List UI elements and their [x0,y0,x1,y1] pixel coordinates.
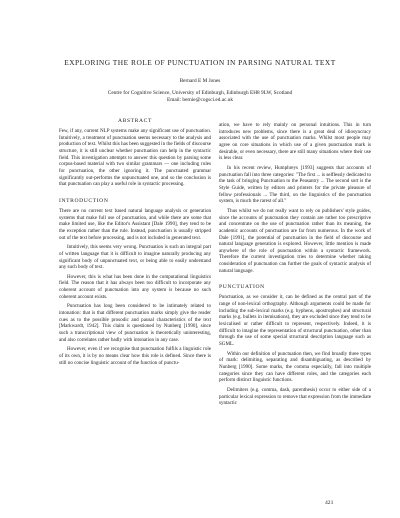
body-paragraph: Thus whilst we do not really want to rely on publishers' style guides, since the accounts of punctuation they contain are rather too prescriptive and concentrate on the use of punctuation rather than its meaning, the academic accounts of punctuation are far from numerous. In the work of Dale [1991], the potential of punctuation in the field of discourse and natural language generation is explored. However, little mention is made anywhere of the role of punctuation within a syntactic framework. Therefore the current investigation tries to determine whether taking consideration of punctuation can further the goals of syntactic analysis of natural language. [219,207,371,274]
page-number: 421 [325,500,334,506]
abstract-text: Few, if any, current NLP systems make any significant use of punctuation. Intuitively, a treatment of punctuation seems necessary to the analysis and production of text. Whilst this has been suggested in the fields of discourse structure, it is still unclear whether punctuation can help in the syntactic field. This investigation attempts to answer this question by parsing some corpus-based material with two similar grammars — one including rules for punctuation, the other ignoring it. The punctuated grammar significantly out-performs the unpunctuated one, and so the conclusion is that punctuation can play a useful role in syntactic processing. [59,128,211,188]
right-column [219,122,371,410]
left-column [59,118,211,369]
paper-title: EXPLORING THE ROLE OF PUNCTUATION IN PARSING NATURAL TEXT [64,58,336,67]
affiliation-line: Centre for Cognitive Science, University of Edinburgh, Edinburgh EH8 9LW, Scotland [107,90,293,96]
email-line: Email: bernie@cogsci.ed.ac.uk [166,97,234,103]
body-paragraph: Within our definition of punctuation then, we find broadly three types of mark: delimiting, separating and disambiguating, as described by Nunberg [1990]. Some marks, the comma especially, fall into multiple categories since they can have different roles, and the categories each perform distinct linguistic functions. [219,350,371,384]
body-paragraph: Punctuation, as we consider it, can be defined as the central part of the range of non-lexical orthography. Although arguments could be made for including the sub-lexical marks (e.g. hyphens, apostrophes) and structural marks (e.g. bullets in itemisations), they are excluded since they tend to be lexicalised or rather difficult to represent, respectively. Indeed, it is difficult to imagine the representation of structural punctuation, other than through the use of some special structural description language such as SGML. [219,294,371,348]
body-paragraph: In his recent review, Humphreys [1993] suggests that accounts of punctuation fall into three categories: "The first ... is selflessly dedicated to the task of bringing Punctuation to the Peasantry ... The second sort is the Style Guide, written by editors and printers for the private pleasure of fellow professionals ... The third, on the linguistics of the punctuation system, is much the rarest of all." [219,164,371,205]
body-paragraph: Delimiters (e.g. comma, dash, parenthesis) occur to either side of a particular lexical expression to remove that expression from the immediate syntactic [219,386,371,407]
intro-paragraph: There are no current text based natural language analysis or generation systems that make full use of punctuation, and while there are some that make limited use, like the Editor's Assistant [Dale 1990], they tend to be the exception rather than the rule. Instead, punctuation is usually stripped out of the text before processing, and is not included in generated text. [59,207,211,241]
intro-paragraph: However, even if we recognise that punctuation fulfils a linguistic role of its own, it is by no means clear how this role is defined. Since there is still no concise linguistic account of the function of punctu- [59,346,211,366]
intro-paragraph: However, this is what has been done in the computational linguistics field. The reason that it has always been too difficult to incorporate any coherent account of punctuation into any system is because no such coherent account exists. [59,273,211,300]
punctuation-heading: PUNCTUATION [219,284,265,291]
intro-paragraph: Intuitively, this seems very wrong. Punctuation is such an integral part of written language that it is difficult to imagine naturally producing any significant body of unpunctuated text, or being able to easily understand any such body of text. [59,244,211,271]
abstract-heading: ABSTRACT [117,118,153,124]
intro-paragraph: Punctuation has long been considered to be intimately related to intonation: that is that different punctuation marks simply give the reader cues as to the possible prosodic and pausal characteristics of the text [Markwardt, 1942]. This claim is questioned by Nunberg [1990], since such a transcriptional view of punctuation is theoretically uninteresting, and also correlates rather badly with intonation in any case. [59,303,211,343]
body-paragraph: ation, we have to rely mainly on personal intuitions. This in turn introduces new problems, since there is a great deal of idiosyncracy associated with the use of punctuation marks. Whilst most people may agree on core situations in which use of a given punctuation mark is desirable, or even necessary, there are still many situations where their use is less clear. [219,122,371,162]
introduction-heading: INTRODUCTION [59,197,109,204]
author-name: Bernard E M Jones [179,78,221,84]
author-affiliation [0,90,400,104]
